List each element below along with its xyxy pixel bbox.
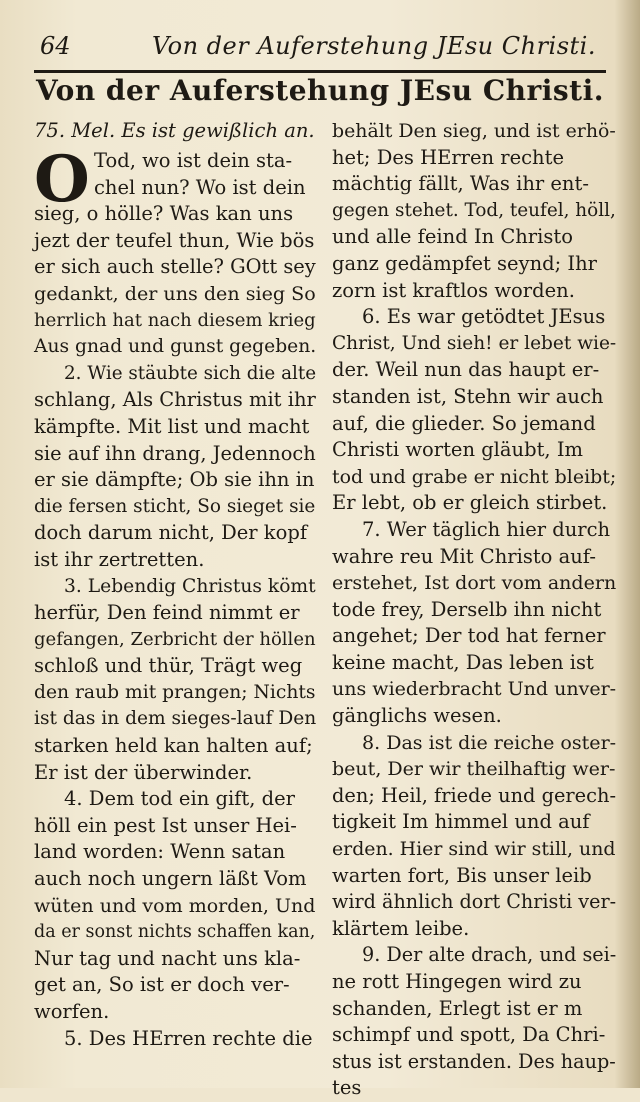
text-line: Er lebt, ob er gleich stirbet. — [332, 491, 608, 515]
text-line: warten fort, Bis unser leib — [332, 863, 592, 887]
text-line: gegen stehet. Tod, teufel, höll, — [332, 199, 616, 221]
text-line: zorn ist kraftlos worden. — [332, 278, 575, 302]
running-title: Von der Auferstehung JEsu Christi. — [152, 32, 596, 60]
text-line: er sich auch stelle? GOtt sey — [34, 255, 316, 279]
text-line: land worden: Wenn satan — [34, 840, 286, 864]
header-rule — [34, 70, 606, 73]
text-line: standen ist, Stehn wir auch — [332, 384, 604, 408]
text-line: tigkeit Im himmel und auf — [332, 810, 590, 834]
text-line: doch darum nicht, Der kopf — [34, 521, 308, 545]
text-line: sie auf ihn drang, Jedennoch — [34, 441, 316, 465]
text-line: ne rott Hingegen wird zu — [332, 970, 582, 993]
text-line: het; Des HErren rechte — [332, 145, 564, 169]
text-line: sieg, o hölle? Was kan uns — [34, 202, 294, 226]
text-line: den; Heil, friede und gerech- — [332, 783, 616, 807]
text-line: den raub mit prangen; Nichts — [34, 681, 316, 703]
text-line: wird ähnlich dort Christi ver- — [332, 890, 617, 914]
text-line: 4. Dem tod ein gift, der — [64, 787, 295, 811]
text-line: tes — [332, 1076, 362, 1100]
text-line: auf, die glieder. So jemand — [332, 411, 596, 435]
text-line: gefangen, Zerbricht der höllen — [34, 628, 316, 650]
text-line: erden. Hier sind wir still, und — [332, 838, 616, 861]
text-line: wüten und vom morden, Und — [34, 894, 316, 917]
text-line: schanden, Erlegt ist er m — [332, 996, 583, 1020]
text-line: erstehet, Ist dort vom andern — [332, 572, 617, 595]
left-column — [34, 118, 316, 1052]
text-line: starken held kan halten auf; — [34, 734, 313, 758]
page-number: 64 — [40, 32, 71, 60]
text-line: chel nun? Wo ist dein — [94, 175, 306, 199]
text-line: Tod, wo ist dein sta- — [94, 149, 293, 172]
text-line: ganz gedämpfet seynd; Ihr — [332, 251, 597, 275]
text-line: der. Weil nun das haupt er- — [332, 358, 600, 382]
text-line: herfür, Den feind nimmt er — [34, 601, 300, 625]
text-line: tod und grabe er nicht bleibt; — [332, 465, 617, 488]
text-line: 6. Es war getödtet JEsus — [362, 305, 606, 329]
text-line: und alle feind In Christo — [332, 225, 573, 249]
text-line: gedankt, der uns den sieg So — [34, 281, 316, 305]
text-line: get an, So ist er doch ver- — [34, 973, 290, 997]
text-line: 9. Der alte drach, und sei- — [362, 943, 617, 967]
text-line: uns wiederbracht Und unver- — [332, 678, 617, 701]
text-line: tode frey, Derselb ihn nicht — [332, 597, 602, 621]
text-line: auch noch ungern läßt Vom — [34, 867, 307, 891]
text-line: kämpfte. Mit list und macht — [34, 414, 310, 438]
text-line: Christ, Und sieh! er lebet wie- — [332, 332, 617, 354]
hymn-heading: 75. Mel. Es ist gewißlich an. — [34, 119, 315, 142]
text-line: 7. Wer täglich hier durch — [362, 517, 611, 541]
text-line: er sie dämpfte; Ob sie ihn in — [34, 468, 315, 492]
text-line: Nur tag und nacht uns kla- — [34, 946, 301, 970]
text-line: beut, Der wir theilhaftig wer- — [332, 758, 616, 781]
text-line: ist ihr zertretten. — [34, 547, 205, 571]
text-line: ist das in dem sieges-lauf Den — [34, 708, 317, 730]
running-head — [34, 28, 606, 68]
text-line: Er ist der überwinder. — [34, 760, 253, 784]
text-line: die fersen sticht, So sieget sie — [34, 495, 316, 517]
text-line: höll ein pest Ist unser Hei- — [34, 813, 297, 837]
text-line: klärtem leibe. — [332, 916, 470, 940]
text-line: stus ist erstanden. Des haup- — [332, 1049, 616, 1073]
text-line: 8. Das ist die reiche oster- — [362, 731, 617, 754]
text-line: Christi worten gläubt, Im — [332, 438, 584, 462]
text-line: schloß und thür, Trägt weg — [34, 654, 303, 678]
text-line: schlang, Als Christus mit ihr — [34, 388, 316, 412]
text-line: 5. Des HErren rechte die — [64, 1026, 313, 1050]
right-column — [332, 118, 616, 1102]
text-line: wahre reu Mit Christo auf- — [332, 544, 596, 568]
text-line: worfen. — [34, 1000, 110, 1023]
text-line: mächtig fällt, Was ihr ent- — [332, 172, 589, 196]
text-line: schimpf und spott, Da Chri- — [332, 1023, 606, 1047]
section-title: Von der Auferstehung JEsu Christi. — [35, 74, 604, 107]
text-line: gänglichs wesen. — [332, 704, 502, 728]
text-line: 3. Lebendig Christus kömt — [64, 575, 316, 597]
text-line: behält Den sieg, und ist erhö- — [332, 120, 616, 142]
text-line: herrlich hat nach diesem krieg — [34, 309, 316, 331]
text-line: Aus gnad und gunst gegeben. — [34, 336, 317, 358]
text-line: da er sonst nichts schaffen kan, — [34, 922, 316, 943]
text-line: 2. Wie stäubte sich die alte — [64, 362, 317, 384]
text-line: jezt der teufel thun, Wie bös — [34, 228, 315, 252]
dropcap-letter: O — [34, 142, 90, 217]
text-line: keine macht, Das leben ist — [332, 650, 594, 674]
text-line: angehet; Der tod hat ferner — [332, 624, 606, 648]
